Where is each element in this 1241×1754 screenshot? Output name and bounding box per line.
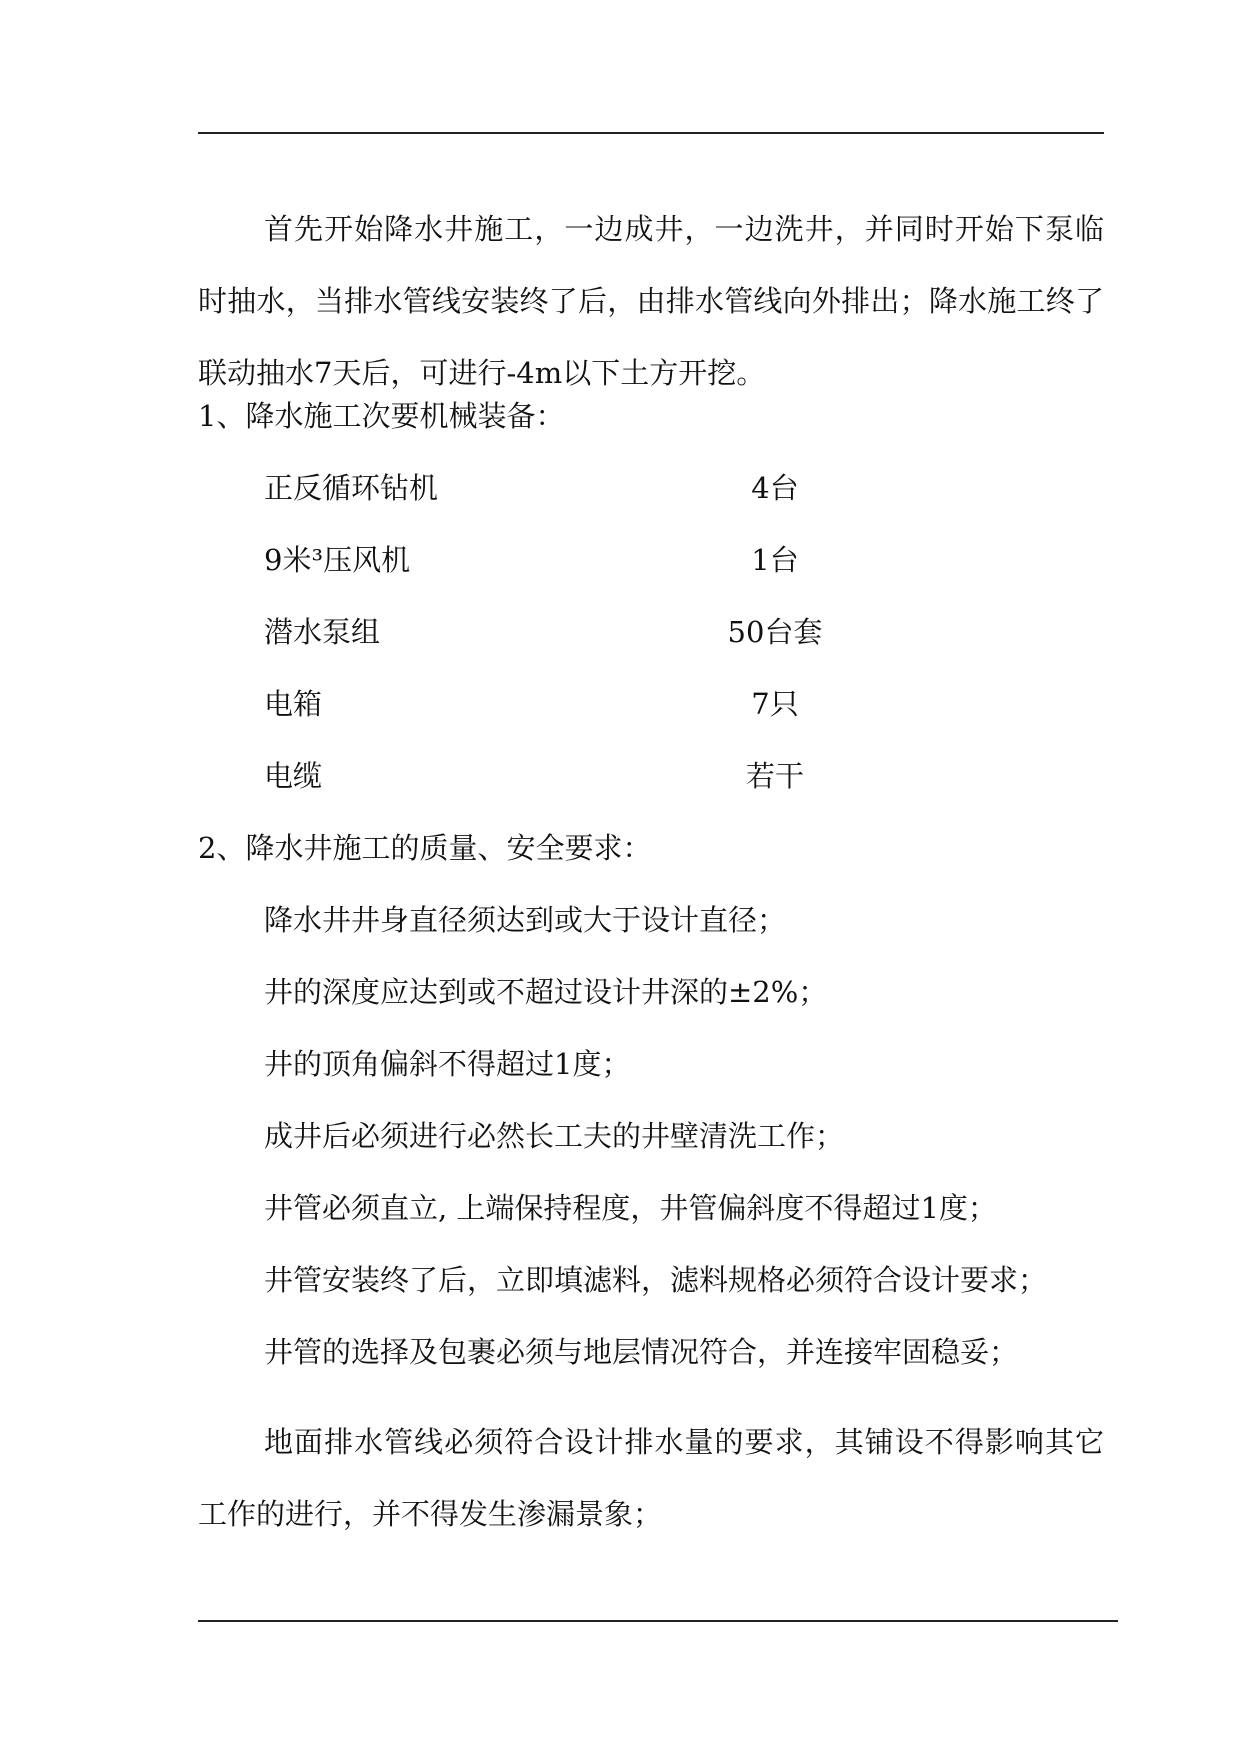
requirement-item: 井管的选择及包裹必须与地层情况符合，并连接牢固稳妥； [264,1335,1019,1369]
equipment-qty: 4台 [751,471,799,505]
requirement-item: 井管安装终了后，立即填滤料，滤料规格必须符合设计要求； [264,1263,1048,1297]
final-paragraph-text: 地面排水管线必须符合设计排水量的要求，其铺设不得影响其它工作的进行，并不得发生渗漏景象； [198,1425,1104,1531]
header-rule [198,132,1104,134]
requirement-item: 井的顶角偏斜不得超过1度； [264,1047,631,1081]
equipment-name: 电箱 [264,687,323,721]
requirement-item: 降水井井身直径须达到或大于设计直径； [264,903,787,937]
equipment-name: 潜水泵组 [264,615,381,649]
requirement-item: 井管必须直立, 上端保持程度，井管偏斜度不得超过1度； [264,1191,997,1225]
section1-heading: 1、降水施工次要机械装备： [198,399,565,433]
equipment-name: 9米³压风机 [264,543,411,577]
equipment-name: 正反循环钻机 [264,471,439,505]
intro-paragraph [198,193,1104,409]
section2-heading: 2、降水井施工的质量、安全要求： [198,831,652,865]
equipment-qty: 50台套 [727,615,823,649]
intro-paragraph-text: 首先开始降水井施工，一边成井，一边洗井，并同时开始下泵临时抽水，当排水管线安装终了后，由排水管线向外排出；降水施工终了联动抽水7天后，可进行-4m以下土方开挖。 [198,212,1104,390]
equipment-qty: 若干 [745,759,804,793]
requirement-item: 井的深度应达到或不超过设计井深的±2%； [264,975,828,1009]
equipment-qty: 7只 [751,687,799,721]
footer-rule [198,1620,1118,1622]
equipment-name: 电缆 [264,759,323,793]
equipment-qty: 1台 [751,543,799,577]
requirement-item: 成井后必须进行必然长工夫的井壁清洗工作； [264,1119,845,1153]
final-paragraph [198,1406,1104,1550]
